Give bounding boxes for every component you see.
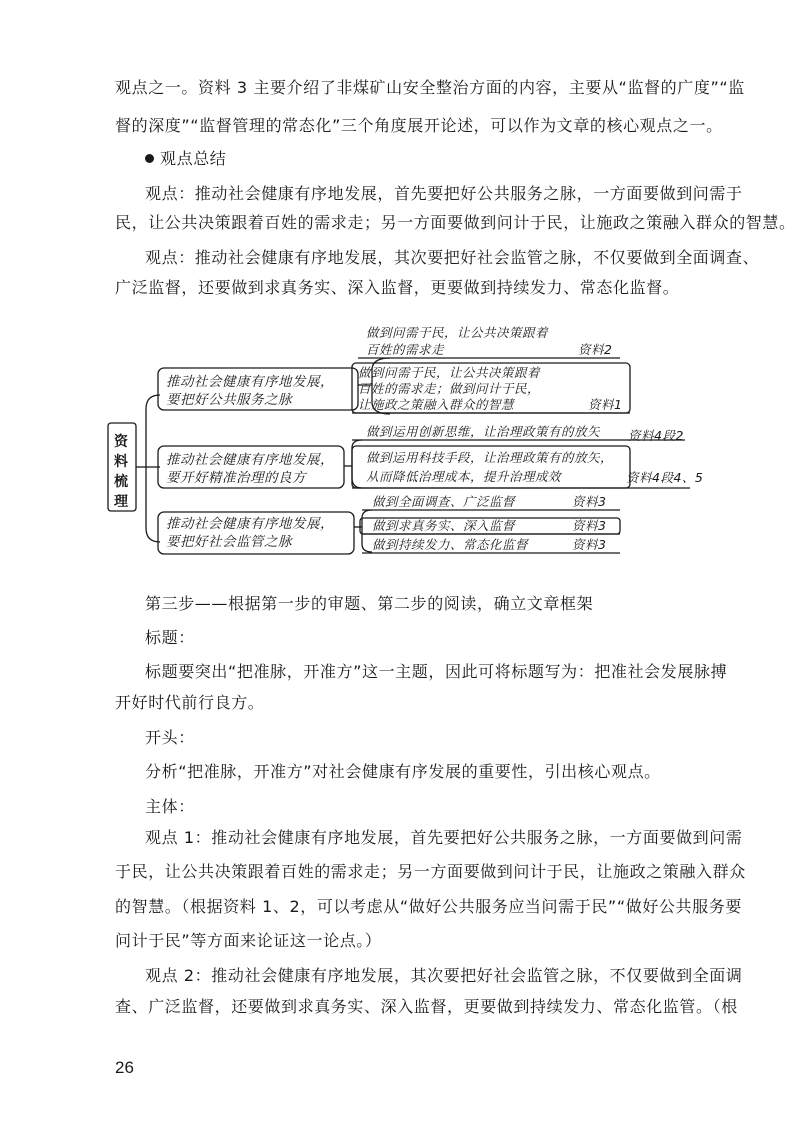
source-label: 资料2	[578, 342, 613, 357]
root-char: 料	[114, 454, 129, 470]
branch-box-text: 推动社会健康有序地发展，	[166, 516, 334, 532]
source-label: 资料1	[588, 397, 623, 412]
paragraph-line: 督的深度”“监督管理的常态化”三个角度展开论述，可以作为文章的核心观点之一。	[115, 116, 723, 135]
root-char: 梳	[114, 474, 129, 490]
source-label: 资料3	[572, 537, 607, 552]
paragraph-line: 问计于民”等方面来论证这一论点。）	[115, 931, 382, 950]
source-label: 资料3	[572, 518, 607, 533]
bullet-heading-text: 观点总结	[160, 149, 227, 168]
paragraph-line: 开好时代前行良方。	[115, 693, 265, 712]
branch-box-text: 要把好社会监管之脉	[166, 534, 292, 550]
leaf-text: 做到持续发力、常态化监督	[372, 537, 529, 552]
section-label: 开头：	[145, 728, 195, 747]
leaf-text: 做到问需于民，让公共决策跟着	[366, 325, 549, 340]
paragraph-line: 观点 1：推动社会健康有序地发展，首先要把好公共服务之脉，一方面要做到问需	[145, 828, 743, 847]
leaf-text: 百姓的需求走；做到问计于民，	[358, 381, 541, 396]
paragraph-line: 于民，让公共决策跟着百姓的需求走；另一方面要做到问计于民，让施政之策融入群众	[115, 862, 746, 881]
leaf-text: 做到求真务实、深入监督	[372, 518, 516, 533]
branch-box-text: 要把好公共服务之脉	[166, 392, 292, 408]
root-char: 资	[114, 434, 129, 450]
leaf-text: 做到全面调查、广泛监督	[372, 494, 516, 509]
paragraph-line: 观点：推动社会健康有序地发展，首先要把好公共服务之脉，一方面要做到问需于	[145, 184, 743, 203]
source-label: 资料4段4、5	[626, 470, 704, 485]
paragraph-line: 分析“把准脉，开准方”对社会健康有序发展的重要性，引出核心观点。	[145, 762, 661, 781]
branch-box-text: 推动社会健康有序地发展，	[166, 452, 334, 468]
paragraph-line: 的智慧。（根据资料 1、2，可以考虑从“做好公共服务应当问需于民”“做好公共服务要	[115, 897, 742, 916]
section-label: 标题：	[145, 628, 195, 647]
leaf-text: 让施政之策融入群众的智慧	[358, 397, 515, 412]
paragraph-line: 观点之一。资料 3 主要介绍了非煤矿山安全整治方面的内容，主要从“监督的广度”“监	[115, 78, 745, 97]
paragraph-line: 观点：推动社会健康有序地发展，其次要把好社会监管之脉，不仅要做到全面调查、	[145, 248, 760, 267]
leaf-text: 从而降低治理成本，提升治理成效	[366, 469, 562, 484]
branch-box-text: 推动社会健康有序地发展，	[166, 374, 334, 390]
paragraph-line: 查、广泛监督，还要做到求真务实、深入监督，更要做到持续发力、常态化监管。（根	[115, 997, 738, 1016]
source-label: 资料3	[572, 494, 607, 509]
leaf-text: 做到运用科技手段，让治理政策有的放矢，	[366, 450, 614, 465]
paragraph-line: 民，让公共决策跟着百姓的需求走；另一方面要做到问计于民，让施政之策融入群众的智慧。	[115, 213, 796, 232]
source-label: 资料4段2	[628, 428, 684, 443]
paragraph-line: 标题要突出“把准脉，开准方”这一主题，因此可将标题写为：把准社会发展脉搏	[145, 662, 728, 681]
paragraph-line: 观点 2：推动社会健康有序地发展，其次要把好社会监管之脉，不仅要做到全面调	[145, 966, 743, 985]
paragraph-line: 广泛监督，还要做到求真务实、深入监督，更要做到持续发力、常态化监督。	[115, 278, 680, 297]
leaf-text: 做到运用创新思维，让治理政策有的放矢	[366, 424, 601, 439]
step-heading: 第三步——根据第一步的审题、第二步的阅读，确立文章框架	[145, 594, 594, 613]
page-number: 26	[115, 1058, 134, 1077]
leaf-text: 百姓的需求走	[366, 342, 445, 357]
root-char: 理	[114, 494, 129, 510]
section-label: 主体：	[145, 797, 195, 816]
branch-box-text: 要开好精准治理的良方	[166, 470, 306, 486]
leaf-text: 做到问需于民，让公共决策跟着	[358, 365, 541, 380]
